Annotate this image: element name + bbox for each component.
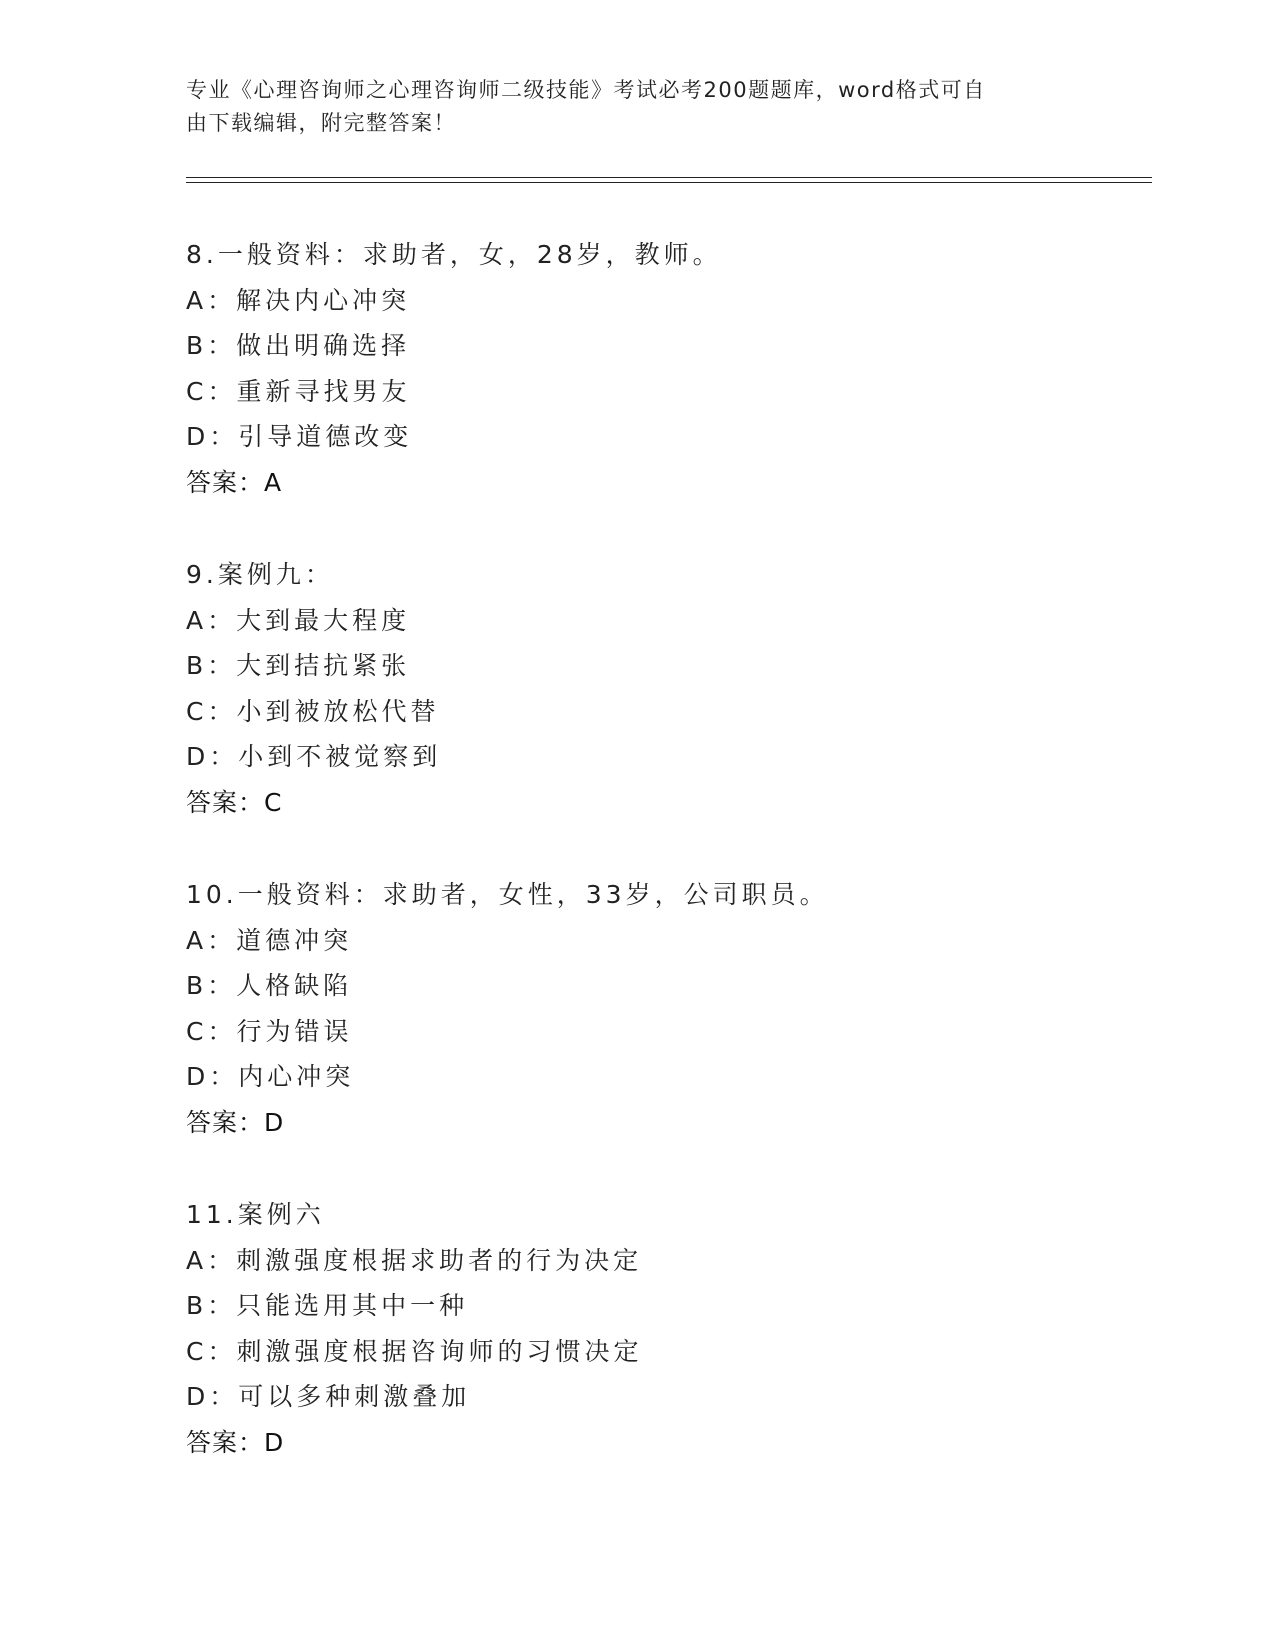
answer: 答案：D bbox=[186, 1107, 285, 1137]
question-stem: 8.一般资料：求助者，女，28岁，教师。 bbox=[186, 240, 722, 269]
document-header bbox=[186, 74, 1066, 140]
question-stem: 9.案例九： bbox=[186, 560, 334, 589]
answer: 答案：A bbox=[186, 467, 283, 497]
option-c: C：小到被放松代替 bbox=[186, 696, 440, 726]
option-b: B：大到拮抗紧张 bbox=[186, 651, 411, 680]
option-d: D：内心冲突 bbox=[186, 1062, 355, 1091]
option-d: D：小到不被觉察到 bbox=[186, 742, 442, 771]
option-a: A：道德冲突 bbox=[186, 925, 353, 955]
option-a: A：大到最大程度 bbox=[186, 605, 411, 635]
option-b: B：只能选用其中一种 bbox=[186, 1291, 469, 1320]
option-a: A：刺激强度根据求助者的行为决定 bbox=[186, 1245, 643, 1275]
question-list bbox=[186, 232, 1146, 1512]
question-10 bbox=[186, 872, 1146, 1192]
question-stem: 11.案例六 bbox=[186, 1200, 325, 1229]
header-line-1: 专业《心理咨询师之心理咨询师二级技能》考试必考200题题库，word格式可自 bbox=[186, 78, 986, 102]
header-divider-bottom bbox=[186, 182, 1152, 183]
option-b: B：人格缺陷 bbox=[186, 971, 353, 1000]
header-line-2: 由下载编辑，附完整答案！ bbox=[186, 111, 456, 135]
question-stem: 10.一般资料：求助者，女性，33岁，公司职员。 bbox=[186, 880, 829, 909]
option-d: D：可以多种刺激叠加 bbox=[186, 1382, 471, 1411]
option-c: C：刺激强度根据咨询师的习惯决定 bbox=[186, 1336, 643, 1366]
answer: 答案：C bbox=[186, 787, 283, 817]
answer: 答案：D bbox=[186, 1427, 285, 1457]
option-b: B：做出明确选择 bbox=[186, 331, 411, 360]
option-a: A：解决内心冲突 bbox=[186, 285, 411, 315]
header-divider-top bbox=[186, 177, 1152, 178]
option-c: C：行为错误 bbox=[186, 1016, 353, 1046]
question-11 bbox=[186, 1192, 1146, 1512]
question-8 bbox=[186, 232, 1146, 552]
option-d: D：引导道德改变 bbox=[186, 422, 413, 451]
question-9 bbox=[186, 552, 1146, 872]
option-c: C：重新寻找男友 bbox=[186, 376, 411, 406]
